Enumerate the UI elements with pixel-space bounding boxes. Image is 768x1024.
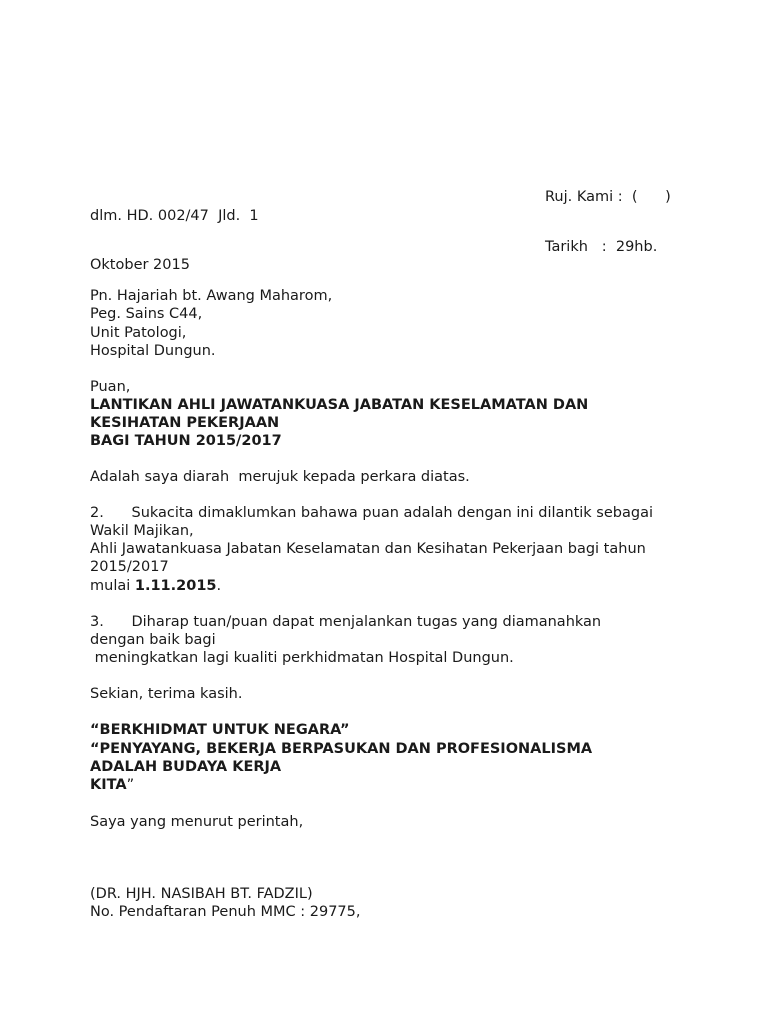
reference-continuation: dlm. HD. 002/47 Jld. 1 xyxy=(90,208,259,224)
para3-line-1: 3. Diharap tuan/puan dapat menjalankan tugas yang diamanahkan xyxy=(90,614,602,630)
motto-line-1: “BERKHIDMAT UNTUK NEGARA” xyxy=(90,722,350,738)
signatory-registration: No. Pendaftaran Penuh MMC : 29775, xyxy=(90,904,361,920)
para2-line-3: Ahli Jawatankuasa Jabatan Keselamatan dan Kesihatan Pekerjaan bagi tahun xyxy=(90,541,646,557)
recipient-position: Peg. Sains C44, xyxy=(90,306,203,322)
subject-line-1: LANTIKAN AHLI JAWATANKUASA JABATAN KESELAMATAN DAN xyxy=(90,397,589,413)
motto-closing-quote: ” xyxy=(126,777,135,793)
para3-line-2: dengan baik bagi xyxy=(90,632,216,648)
subject-line-2: KESIHATAN PEKERJAAN xyxy=(90,415,280,431)
motto-line-4 xyxy=(90,776,134,794)
signoff-line: Saya yang menurut perintah, xyxy=(90,814,304,830)
salutation: Puan, xyxy=(90,379,131,395)
mulai-date: 1.11.2015 xyxy=(134,578,217,594)
signatory-name: (DR. HJH. NASIBAH BT. FADZIL) xyxy=(90,886,313,902)
recipient-unit: Unit Patologi, xyxy=(90,325,187,341)
para2-line-1: 2. Sukacita dimaklumkan bahawa puan adalah dengan ini dilantik sebagai xyxy=(90,505,653,521)
reference-line: Ruj. Kami : ( ) xyxy=(545,189,671,205)
motto-kita: KITA xyxy=(90,777,127,793)
para2-mulai-line xyxy=(90,577,221,595)
subject-line-3: BAGI TAHUN 2015/2017 xyxy=(90,433,282,449)
para2-line-4: 2015/2017 xyxy=(90,559,169,575)
date-line: Tarikh : 29hb. xyxy=(545,239,658,255)
para3-line-3: meningkatkan lagi kualiti perkhidmatan Hospital Dungun. xyxy=(90,650,514,666)
mulai-prefix: mulai xyxy=(90,578,135,594)
mulai-suffix: . xyxy=(216,578,222,594)
date-continuation: Oktober 2015 xyxy=(90,257,190,273)
recipient-hospital: Hospital Dungun. xyxy=(90,343,216,359)
motto-line-3: ADALAH BUDAYA KERJA xyxy=(90,759,282,775)
recipient-name: Pn. Hajariah bt. Awang Maharom, xyxy=(90,288,333,304)
para2-line-2: Wakil Majikan, xyxy=(90,523,194,539)
closing-line: Sekian, terima kasih. xyxy=(90,686,243,702)
motto-line-2: “PENYAYANG, BEKERJA BERPASUKAN DAN PROFESIONALISMA xyxy=(90,741,593,757)
intro-paragraph: Adalah saya diarah merujuk kepada perkara diatas. xyxy=(90,469,470,485)
